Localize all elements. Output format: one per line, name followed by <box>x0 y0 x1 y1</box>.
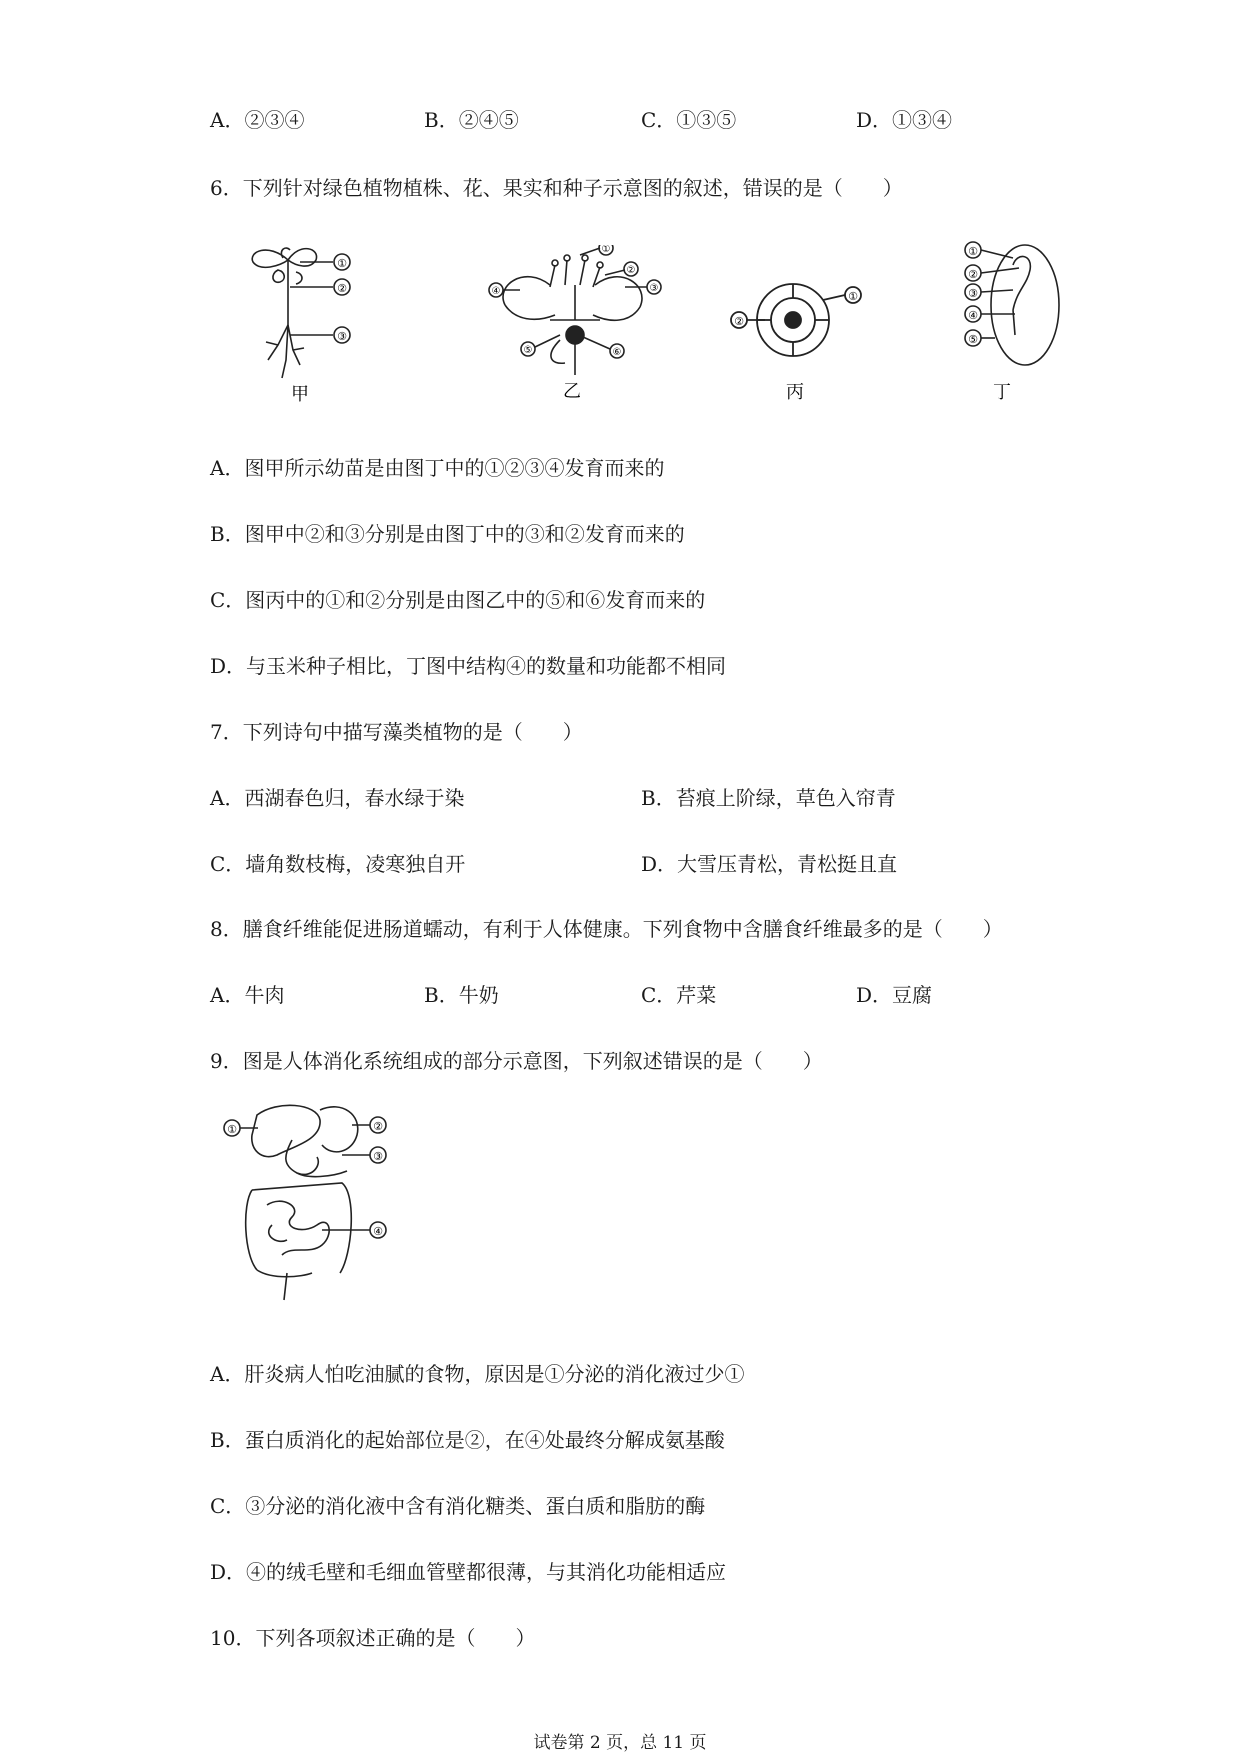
page-footer: 试卷第 2 页，总 11 页 <box>533 1733 707 1753</box>
q6-option-a[interactable]: A．图甲所示幼苗是由图丁中的①②③④发育而来的 <box>210 456 665 480</box>
q7-option-d[interactable]: D．大雪压青松，青松挺且直 <box>641 852 898 876</box>
q7-option-b[interactable]: B．苔痕上阶绿，草色入帘青 <box>641 786 896 810</box>
digestive-marker-1: ① <box>227 1123 237 1136</box>
seed-marker-1: ① <box>968 245 978 258</box>
flower-marker-6: ⑥ <box>612 347 622 358</box>
digestive-marker-3: ③ <box>373 1150 383 1163</box>
flower-marker-5: ⑤ <box>523 345 533 356</box>
seed-marker-5: ⑤ <box>968 333 978 346</box>
q8-option-c[interactable]: C．芹菜 <box>641 983 717 1007</box>
q6-stem: 6．下列针对绿色植物植株、花、果实和种子示意图的叙述，错误的是（ ） <box>210 176 903 200</box>
q10-stem: 10．下列各项叙述正确的是（ ） <box>210 1626 536 1650</box>
q7-option-a[interactable]: A．西湖春色归，春水绿于染 <box>210 786 465 810</box>
q6-option-d[interactable]: D．与玉米种子相比，丁图中结构④的数量和功能都不相同 <box>210 654 727 678</box>
q5-option-c[interactable]: C．①③⑤ <box>641 108 737 132</box>
flower-marker-4: ④ <box>491 286 501 297</box>
q5-option-d[interactable]: D．①③④ <box>856 108 953 132</box>
q5-option-b[interactable]: B．②④⑤ <box>424 108 519 132</box>
seedling-marker-1: ① <box>337 257 347 270</box>
q7-stem: 7．下列诗句中描写藻类植物的是（ ） <box>210 720 583 744</box>
seedling-figure <box>238 230 378 405</box>
q6-option-c[interactable]: C．图丙中的①和②分别是由图乙中的⑤和⑥发育而来的 <box>210 588 706 612</box>
q9-option-a[interactable]: A．肝炎病人怕吃油腻的食物，原因是①分泌的消化液过少① <box>210 1362 745 1386</box>
seed-figure <box>955 240 1070 405</box>
q8-option-b[interactable]: B．牛奶 <box>424 983 499 1007</box>
q8-option-a[interactable]: A．牛肉 <box>210 983 285 1007</box>
digestive-marker-2: ② <box>373 1120 383 1133</box>
fruit-marker-1: ① <box>848 290 858 303</box>
figure-label-bing: 丙 <box>786 382 804 403</box>
seedling-marker-2: ② <box>337 282 347 295</box>
q7-option-c[interactable]: C．墙角数枝梅，凌寒独自开 <box>210 852 466 876</box>
figure-label-jia: 甲 <box>291 384 309 405</box>
q9-stem: 9．图是人体消化系统组成的部分示意图，下列叙述错误的是（ ） <box>210 1049 823 1073</box>
q8-option-d[interactable]: D．豆腐 <box>856 983 933 1007</box>
fruit-marker-2: ② <box>734 315 744 328</box>
q5-option-a[interactable]: A．②③④ <box>210 108 305 132</box>
seedling-marker-3: ③ <box>337 330 347 343</box>
seed-marker-2: ② <box>968 268 978 281</box>
figure-label-ding: 丁 <box>993 382 1011 403</box>
q9-option-d[interactable]: D．④的绒毛壁和毛细血管壁都很薄，与其消化功能相适应 <box>210 1560 727 1584</box>
seed-marker-3: ③ <box>968 287 978 300</box>
flower-marker-3: ③ <box>649 283 659 294</box>
digestive-system-figure <box>222 1095 412 1310</box>
q9-option-c[interactable]: C．③分泌的消化液中含有消化糖类、蛋白质和脂肪的酶 <box>210 1494 706 1518</box>
digestive-marker-4: ④ <box>373 1225 383 1238</box>
figure-label-yi: 乙 <box>563 381 581 402</box>
flower-figure <box>475 245 675 405</box>
q6-option-b[interactable]: B．图甲中②和③分别是由图丁中的③和②发育而来的 <box>210 522 685 546</box>
fruit-figure <box>725 250 875 405</box>
flower-marker-2: ② <box>626 265 636 276</box>
flower-marker-1: ① <box>601 245 611 255</box>
q8-stem: 8．膳食纤维能促进肠道蠕动，有利于人体健康。下列食物中含膳食纤维最多的是（ ） <box>210 917 1003 941</box>
q9-option-b[interactable]: B．蛋白质消化的起始部位是②，在④处最终分解成氨基酸 <box>210 1428 725 1452</box>
seed-marker-4: ④ <box>968 309 978 322</box>
